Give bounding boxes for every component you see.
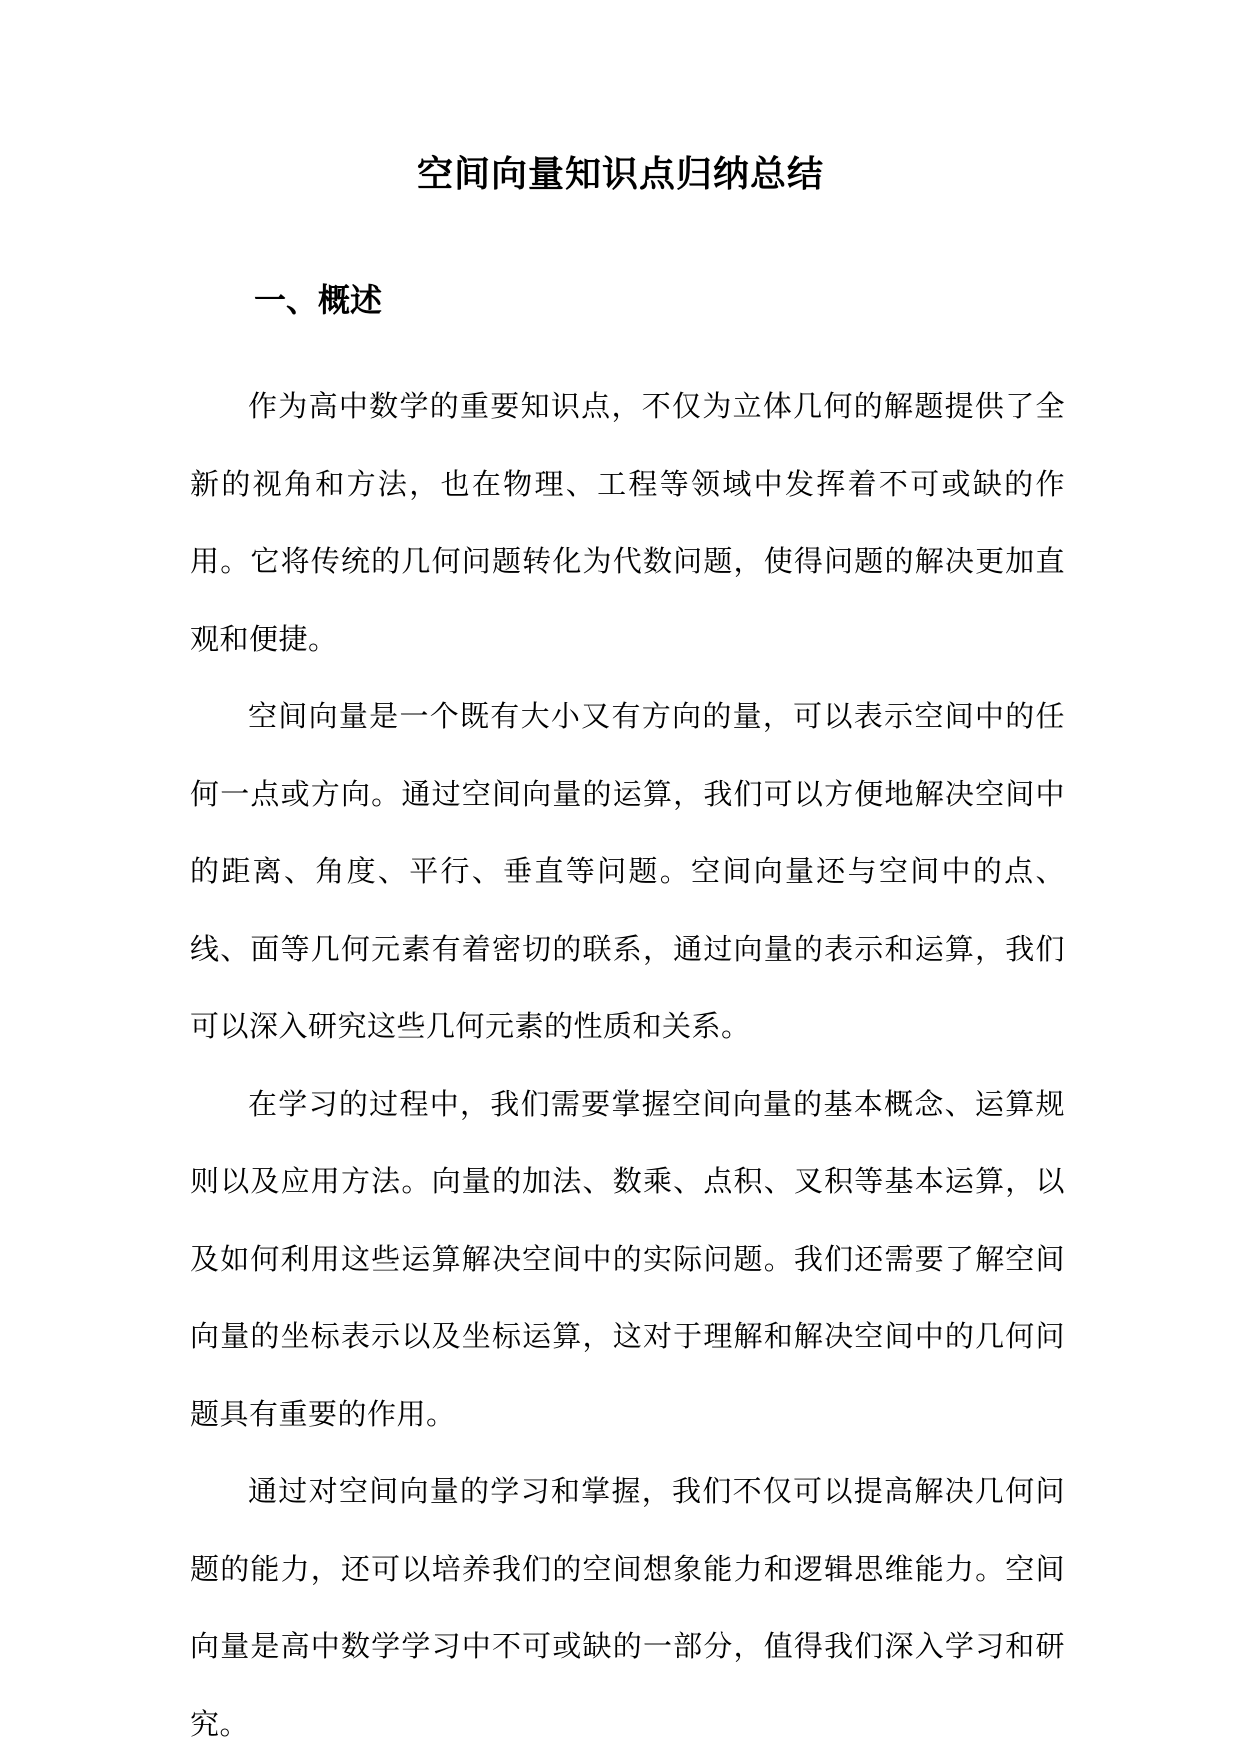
paragraph-3: 在学习的过程中，我们需要掌握空间向量的基本概念、运算规则以及应用方法。向量的加法、数乘、点积、叉积等基本运算，以及如何利用这些运算解决空间中的实际问题。我们还需要了解空间向量的坐标表示以及坐标运算，这对于理解和解决空间中的几何问题具有重要的作用。 (190, 1086, 1065, 1431)
section-heading-overview: 一、概述 (254, 281, 383, 319)
document-body (190, 368, 1065, 1763)
paragraph-4: 通过对空间向量的学习和掌握，我们不仅可以提高解决几何问题的能力，还可以培养我们的空间想象能力和逻辑思维能力。空间向量是高中数学学习中不可或缺的一部分，值得我们深入学习和研究。 (190, 1474, 1065, 1741)
paragraph-2: 空间向量是一个既有大小又有方向的量，可以表示空间中的任何一点或方向。通过空间向量的运算，我们可以方便地解决空间中的距离、角度、平行、垂直等问题。空间向量还与空间中的点、线、面等几何元素有着密切的联系，通过向量的表示和运算，我们可以深入研究这些几何元素的性质和关系。 (190, 699, 1065, 1043)
document-title: 空间向量知识点归纳总结 (416, 153, 824, 195)
paragraph-1: 作为高中数学的重要知识点，不仅为立体几何的解题提供了全新的视角和方法，也在物理、工程等领域中发挥着不可或缺的作用。它将传统的几何问题转化为代数问题，使得问题的解决更加直观和便捷。 (190, 389, 1065, 656)
